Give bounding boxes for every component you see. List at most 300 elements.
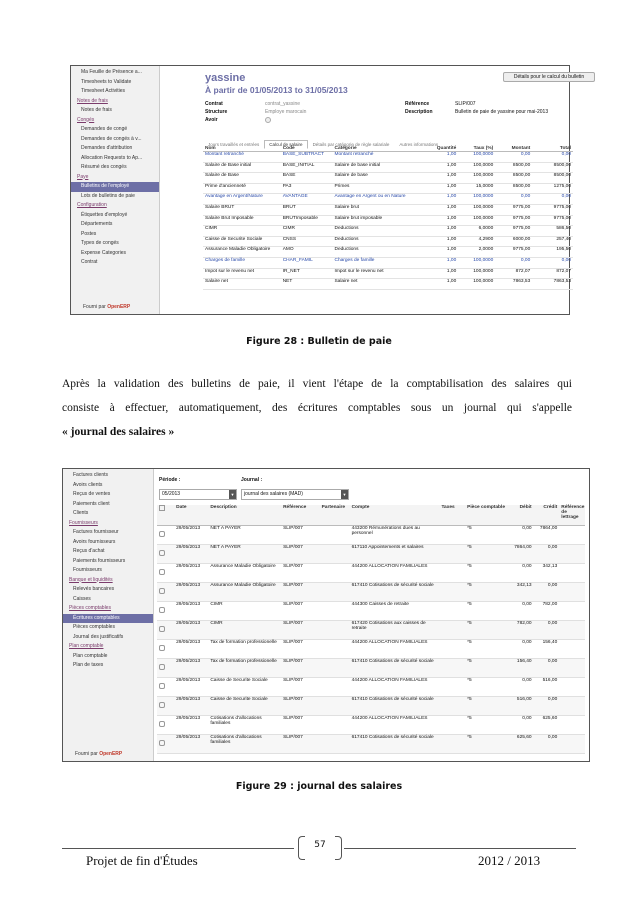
table-cell: 516,00: [516, 696, 532, 702]
sidebar-item[interactable]: Fournisseurs: [73, 567, 102, 573]
table-cell: Salaire BRUT: [205, 204, 235, 210]
column-header[interactable]: Description: [210, 505, 237, 510]
sidebar-item[interactable]: Plan de taxes: [73, 662, 104, 668]
body-paragraph: [62, 372, 572, 444]
sidebar-section: Plan comptable: [69, 643, 104, 649]
figure-29-caption: Figure 29 : journal des salaires: [235, 781, 403, 792]
table-cell: 0,00: [547, 658, 558, 664]
table-cell: 0,00: [520, 194, 531, 200]
row-checkbox[interactable]: [157, 563, 174, 582]
table-cell: 0,00: [522, 563, 532, 569]
column-header[interactable]: Taxes: [441, 505, 455, 510]
journal-entries-view: [157, 469, 585, 761]
table-cell: 444200 ALLOCATION FAMILIALES: [351, 563, 428, 569]
table-cell: 516,00: [542, 677, 558, 683]
avoir-checkbox[interactable]: [265, 117, 271, 123]
table-row[interactable]: [203, 236, 573, 247]
sidebar-item[interactable]: Timesheets to Validate: [81, 78, 132, 85]
sidebar: [71, 66, 160, 314]
table-cell: 1,00: [446, 173, 457, 179]
table-cell: 0,00: [561, 257, 571, 263]
table-cell: [320, 734, 350, 753]
table-cell: [559, 525, 585, 544]
table-cell: 1,00: [446, 279, 457, 285]
table-row[interactable]: [203, 204, 573, 215]
sidebar-section: Pièces comptables: [69, 605, 111, 611]
table-cell: [320, 544, 350, 563]
tab-2[interactable]: Détails par catégorie de règle salariale: [312, 142, 390, 147]
contract-value[interactable]: contrat_yassine: [265, 101, 301, 107]
column-header[interactable]: Quantité: [436, 146, 457, 151]
table-cell: 9775,00: [512, 215, 531, 221]
row-checkbox[interactable]: [157, 525, 174, 544]
table-cell: [559, 734, 585, 753]
table-cell: 0,00: [547, 582, 558, 588]
table-cell: Caisse de Securite Sociale: [210, 677, 268, 683]
table-cell: 1,00: [446, 236, 457, 242]
sidebar-item[interactable]: Factures fournisseur: [73, 529, 119, 535]
table-cell: 0,00: [520, 257, 531, 263]
table-row[interactable]: [157, 582, 585, 601]
column-header[interactable]: Montant: [511, 146, 531, 151]
table-cell: [320, 715, 350, 734]
table-cell: 444200 ALLOCATION FAMILIALES: [351, 715, 428, 721]
table-cell: 617410 Cotisations de sécurité sociale: [351, 734, 434, 740]
table-cell: [439, 715, 465, 734]
row-checkbox[interactable]: [157, 696, 174, 715]
table-cell: SLIP/007: [283, 563, 303, 569]
table-cell: SLIP/007: [283, 525, 303, 531]
row-checkbox[interactable]: [157, 582, 174, 601]
table-row[interactable]: [203, 194, 573, 205]
table-cell: Impot sur le revenu net: [205, 268, 255, 274]
table-cell: NET: [282, 279, 293, 285]
table-cell: Tax de formation professionelle: [210, 639, 277, 645]
table-row[interactable]: [157, 734, 585, 753]
table-cell: 1,00: [446, 194, 457, 200]
row-checkbox[interactable]: [157, 715, 174, 734]
table-cell: SLIP/007: [283, 601, 303, 607]
payslip-fields: [205, 101, 565, 127]
table-cell: BRUTImposable: [282, 215, 318, 221]
table-cell: 0,00: [522, 601, 532, 607]
figure-29-screenshot: [62, 468, 590, 762]
sidebar-item[interactable]: Timesheet Activities: [81, 88, 125, 94]
table-cell: 872,07: [556, 268, 571, 274]
table-cell: *5: [467, 639, 472, 645]
table-cell: PA3: [282, 183, 292, 189]
table-cell: [559, 658, 585, 677]
table-cell: 9775,00: [553, 204, 571, 210]
table-cell: 9775,00: [512, 247, 531, 253]
sidebar-item[interactable]: Allocation Requests to Ap...: [81, 154, 143, 161]
table-cell: Deductions: [334, 226, 359, 232]
row-checkbox[interactable]: [157, 639, 174, 658]
table-cell: SLIP/007: [283, 696, 303, 702]
table-cell: 100,0000: [473, 152, 494, 157]
table-cell: 0,00: [561, 194, 571, 200]
table-cell: CIMR: [282, 226, 295, 232]
column-header[interactable]: Pièce comptable: [467, 505, 505, 510]
page-number: 57: [314, 840, 326, 850]
table-cell: [439, 544, 465, 563]
table-cell: 782,00: [542, 601, 558, 607]
table-cell: 1,00: [446, 247, 457, 253]
table-cell: Impot sur le revenu net: [334, 268, 384, 274]
table-cell: 342,13: [542, 563, 558, 569]
table-cell: 7864,00: [514, 544, 532, 550]
table-cell: Salaire de base: [334, 173, 368, 179]
table-row[interactable]: [157, 525, 585, 544]
table-cell: *5: [467, 696, 472, 702]
table-cell: *5: [467, 563, 472, 569]
table-cell: 29/05/2013: [176, 658, 201, 664]
table-cell: Caisse de Securite Sociale: [205, 236, 263, 242]
table-cell: [439, 696, 465, 715]
sidebar-item[interactable]: Reçus de ventes: [73, 491, 111, 497]
sidebar-item[interactable]: Lots de bulletins de paie: [81, 192, 135, 199]
table-cell: 0,00: [522, 639, 532, 645]
table-row[interactable]: [157, 620, 585, 639]
table-cell: 29/05/2013: [176, 544, 201, 550]
table-cell: 8500,00: [512, 183, 531, 189]
sidebar-section: Congés: [77, 116, 95, 123]
sidebar-item[interactable]: Écritures comptables: [63, 614, 153, 624]
table-row[interactable]: [157, 544, 585, 563]
table-cell: 8500,00: [553, 173, 571, 179]
table-cell: SLIP/007: [283, 639, 303, 645]
table-row[interactable]: [157, 563, 585, 582]
table-row[interactable]: [203, 268, 573, 279]
table-cell: 586,50: [556, 226, 571, 232]
sidebar-item[interactable]: Demandes de congés à v...: [81, 135, 142, 142]
table-cell: [439, 563, 465, 582]
sidebar-item[interactable]: Paiements fournisseurs: [73, 557, 126, 564]
row-checkbox[interactable]: [157, 544, 174, 563]
sidebar-item[interactable]: Contrat: [81, 259, 98, 265]
table-cell: Avantage en Argent ou en Nature: [334, 194, 406, 200]
table-cell: 617420 Cotisations aux caisses de retraite: [351, 620, 426, 631]
tab-0[interactable]: Jours travaillés et entrées: [208, 142, 260, 147]
row-checkbox[interactable]: [157, 620, 174, 639]
table-cell: 0,00: [520, 152, 531, 157]
table-cell: 1,00: [446, 268, 457, 274]
table-row[interactable]: [157, 677, 585, 696]
table-cell: NET A PAYER: [210, 544, 241, 550]
table-cell: BRUT: [282, 204, 296, 210]
sidebar-item[interactable]: Plan comptable: [73, 652, 108, 659]
table-cell: Charges de famille: [205, 257, 245, 263]
table-cell: CHAR_FAMIL: [282, 257, 313, 263]
table-cell: [439, 525, 465, 544]
table-cell: 1275,00: [553, 183, 571, 189]
table-cell: 617410 Cotisations de sécurité sociale: [351, 658, 434, 664]
table-cell: Avantage en Argent/Nature: [205, 194, 263, 200]
figure-28-screenshot: [70, 65, 585, 315]
table-cell: 257,40: [556, 236, 571, 242]
sidebar-item[interactable]: Ma Feuille de Présence a...: [81, 69, 142, 75]
chevron-down-icon: ▼: [230, 492, 235, 497]
tab-1[interactable]: Calcul de salaire: [264, 140, 307, 149]
table-cell: 15,0000: [475, 183, 494, 189]
table-cell: [559, 544, 585, 563]
sidebar-item[interactable]: Relevés bancaires: [73, 586, 115, 592]
table-cell: 156,40: [516, 658, 532, 664]
footer-year: 2012 / 2013: [478, 853, 541, 868]
footer-project-title: Projet de fin d'Études: [86, 853, 198, 868]
table-row[interactable]: [157, 696, 585, 715]
sidebar-item[interactable]: Départements: [81, 221, 113, 227]
table-cell: [320, 601, 350, 620]
table-row[interactable]: [203, 173, 573, 184]
table-cell: [320, 639, 350, 658]
table-cell: 100,0000: [473, 173, 494, 179]
table-cell: Charges de famille: [334, 257, 375, 263]
column-header[interactable]: Code: [282, 146, 295, 151]
table-cell: [320, 696, 350, 715]
sidebar-section: Paye: [77, 173, 89, 180]
table-cell: 7863,53: [553, 279, 571, 285]
sidebar-item[interactable]: Types de congés: [81, 240, 119, 246]
column-header[interactable]: Référence de lettrage: [561, 505, 585, 520]
table-cell: 1,00: [446, 183, 457, 189]
table-cell: [559, 620, 585, 639]
table-cell: Caisse de Securite Sociale: [210, 696, 268, 702]
sidebar-item[interactable]: Caisses: [73, 595, 91, 602]
table-cell: *5: [467, 734, 472, 740]
payslip-form: [163, 66, 585, 314]
table-cell: 625,60: [516, 734, 532, 740]
table-cell: Salaire de Base: [205, 173, 239, 179]
sidebar-item[interactable]: Étiquettes d'employé: [81, 211, 128, 218]
table-cell: [320, 677, 350, 696]
table-cell: 625,60: [542, 715, 558, 721]
table-cell: 0,00: [522, 715, 532, 721]
sidebar-item[interactable]: Reçus d'achat: [73, 548, 105, 554]
table-cell: 100,0000: [473, 162, 494, 168]
table-cell: 0,00: [547, 696, 558, 702]
paragraph-line-1: Après la validation des bulletins de paie, il vient l'étape de la comptabilisation des salaires qui: [62, 378, 572, 390]
table-cell: 9775,00: [512, 204, 531, 210]
table-row[interactable]: [203, 247, 573, 258]
row-checkbox[interactable]: [157, 677, 174, 696]
column-header[interactable]: Compte: [351, 505, 370, 510]
row-checkbox[interactable]: [157, 658, 174, 677]
table-cell: [439, 601, 465, 620]
sidebar-section: Configuration: [77, 202, 107, 208]
calc-details-button[interactable]: Détails pour le calcul du bulletin: [503, 72, 595, 82]
table-cell: 1,00: [446, 204, 457, 210]
periode-label: Période :: [159, 477, 181, 483]
table-cell: [320, 582, 350, 601]
payslip-period: À partir de 01/05/2013 to 31/05/2013: [205, 85, 348, 95]
table-cell: *5: [467, 525, 472, 531]
table-cell: SLIP/007: [283, 658, 303, 664]
column-header[interactable]: Catégorie: [334, 146, 357, 151]
table-row[interactable]: [157, 658, 585, 677]
sidebar-item[interactable]: Notes de frais: [81, 107, 112, 113]
table-cell: CIMR: [205, 226, 218, 232]
column-header[interactable]: Partenaire: [321, 505, 346, 510]
table-cell: BASE: [282, 173, 296, 179]
table-cell: SLIP/007: [283, 544, 303, 550]
contract-label: Contrat: [205, 101, 223, 107]
description-value[interactable]: Bulletin de paie de yassine pour mai-2013: [455, 109, 549, 115]
table-cell: *5: [467, 582, 472, 588]
table-cell: 100,0000: [473, 257, 494, 263]
sidebar-section: Banque et liquidités: [69, 576, 113, 583]
description-label: Description: [405, 109, 433, 115]
employee-name: yassine: [205, 72, 246, 84]
reference-value[interactable]: SLIP/007: [455, 101, 476, 107]
table-cell: BASE_SUBTRACT: [282, 152, 325, 157]
table-cell: SLIP/007: [283, 715, 303, 721]
table-cell: NET A PAYER: [210, 525, 241, 531]
table-cell: 4,2900: [478, 236, 494, 242]
table-cell: [439, 734, 465, 753]
table-cell: *5: [467, 715, 472, 721]
column-header[interactable]: Référence: [283, 505, 307, 510]
sidebar-item[interactable]: Avoirs clients: [73, 481, 103, 488]
table-cell: 0,00: [522, 525, 532, 531]
table-cell: 617110 Appointements et salaires: [351, 544, 424, 550]
table-cell: 8500,00: [512, 173, 531, 179]
table-cell: Salaire net: [205, 279, 228, 285]
table-cell: Tax de formation professionelle: [210, 658, 277, 664]
sidebar: [63, 469, 154, 761]
table-row[interactable]: [203, 152, 573, 163]
periode-select[interactable]: [159, 489, 237, 500]
table-cell: Assurance Maladie Obligatoire: [210, 563, 276, 569]
table-cell: Primes: [334, 183, 350, 189]
table-cell: 100,0000: [473, 194, 494, 200]
table-cell: CNSS: [282, 236, 297, 242]
table-row[interactable]: [157, 601, 585, 620]
table-cell: CIMR: [210, 620, 223, 626]
column-header[interactable]: Date: [176, 505, 187, 510]
sidebar-item[interactable]: Postes: [81, 230, 97, 237]
select-all-checkbox[interactable]: [157, 505, 174, 525]
page-number-bracket: [298, 836, 342, 860]
table-row[interactable]: [203, 162, 573, 173]
table-cell: 8500,00: [512, 162, 531, 168]
table-cell: Salaire brut imposable: [334, 215, 383, 221]
table-cell: [559, 563, 585, 582]
table-cell: 782,00: [516, 620, 532, 626]
table-cell: 29/05/2013: [176, 601, 201, 607]
sidebar-item[interactable]: Bulletins de l'employé: [71, 182, 159, 192]
table-cell: *5: [467, 544, 472, 550]
sidebar-item[interactable]: Pièces comptables: [73, 624, 115, 630]
table-cell: 100,0000: [473, 215, 494, 221]
table-cell: [439, 658, 465, 677]
sidebar-item[interactable]: Clients: [73, 510, 89, 516]
journal-value: journal des salaires (MAD): [244, 491, 303, 497]
table-cell: [559, 715, 585, 734]
table-row[interactable]: [203, 226, 573, 237]
table-cell: 1,00: [446, 162, 457, 168]
table-cell: Montant retranché: [334, 152, 374, 157]
sidebar-item[interactable]: Factures clients: [73, 472, 109, 478]
table-cell: 156,40: [542, 639, 558, 645]
table-row[interactable]: [203, 279, 573, 290]
row-checkbox[interactable]: [157, 601, 174, 620]
table-cell: Assurance Maladie Obligatoire: [210, 582, 276, 588]
table-row[interactable]: [203, 257, 573, 268]
table-cell: [559, 582, 585, 601]
table-cell: 29/05/2013: [176, 525, 201, 531]
sidebar-item[interactable]: Demandes de congé: [81, 126, 128, 132]
table-row[interactable]: [157, 639, 585, 658]
table-cell: *5: [467, 601, 472, 607]
table-cell: 1,00: [446, 226, 457, 232]
table-cell: 9775,00: [553, 215, 571, 221]
journal-select[interactable]: [241, 489, 349, 500]
journal-items-table: [157, 505, 585, 754]
column-header[interactable]: Débit: [519, 505, 532, 510]
table-cell: 0,00: [547, 620, 558, 626]
column-header[interactable]: Nom: [205, 146, 216, 151]
table-cell: IR_NET: [282, 268, 300, 274]
table-row[interactable]: [157, 715, 585, 734]
sidebar-section: Fournisseurs: [69, 519, 98, 526]
table-cell: AVANTAGE: [282, 194, 308, 200]
table-cell: Salaire de base initial: [334, 162, 381, 168]
table-cell: 29/05/2013: [176, 639, 201, 645]
structure-value[interactable]: Employe marocain: [265, 109, 307, 115]
table-cell: 617410 Cotisations de sécurité sociale: [351, 582, 434, 588]
sidebar-item[interactable]: Paiements client: [73, 500, 110, 507]
table-cell: 29/05/2013: [176, 620, 201, 626]
periode-value: 05/2013: [162, 491, 181, 497]
journal-label: Journal :: [241, 477, 263, 483]
tab-3[interactable]: Autres informations: [399, 142, 439, 147]
table-cell: SLIP/007: [283, 677, 303, 683]
chevron-down-icon: ▼: [342, 492, 347, 497]
table-row[interactable]: [203, 183, 573, 194]
table-cell: [320, 620, 350, 639]
table-cell: 1,00: [446, 257, 457, 263]
sidebar-item[interactable]: Expense Categories: [81, 249, 127, 256]
table-cell: 195,50: [556, 247, 571, 253]
sidebar-item[interactable]: Demandes d'attribution: [81, 145, 133, 151]
table-cell: [320, 563, 350, 582]
table-cell: 0,00: [547, 544, 558, 550]
sidebar-section: Notes de frais: [77, 97, 108, 104]
column-header[interactable]: Total: [559, 146, 571, 151]
table-cell: 444200 ALLOCATION FAMILIALES: [351, 677, 428, 683]
sidebar-item[interactable]: Avoirs fournisseurs: [73, 538, 116, 545]
sidebar-item[interactable]: Journal des justificatifs: [73, 633, 124, 640]
table-cell: [559, 677, 585, 696]
table-cell: 100,0000: [473, 279, 494, 285]
table-cell: Salaire de Base initial: [205, 162, 252, 168]
table-cell: 1,00: [446, 215, 457, 221]
figure-28-caption: Figure 28 : Bulletin de paie: [246, 336, 392, 347]
row-checkbox[interactable]: [157, 734, 174, 753]
reference-label: Référence: [405, 101, 430, 107]
column-header[interactable]: Crédit: [543, 505, 558, 510]
table-cell: 29/05/2013: [176, 715, 201, 721]
table-cell: *5: [467, 620, 472, 626]
table-cell: 617410 Cotisations de sécurité sociale: [351, 696, 434, 702]
table-row[interactable]: [203, 215, 573, 226]
table-cell: 7863,53: [512, 279, 531, 285]
sidebar-item[interactable]: Résumé des congés: [81, 164, 127, 170]
table-cell: 100,0000: [473, 204, 494, 210]
table-cell: 872,07: [515, 268, 531, 274]
column-header[interactable]: Taux (%): [473, 146, 494, 151]
